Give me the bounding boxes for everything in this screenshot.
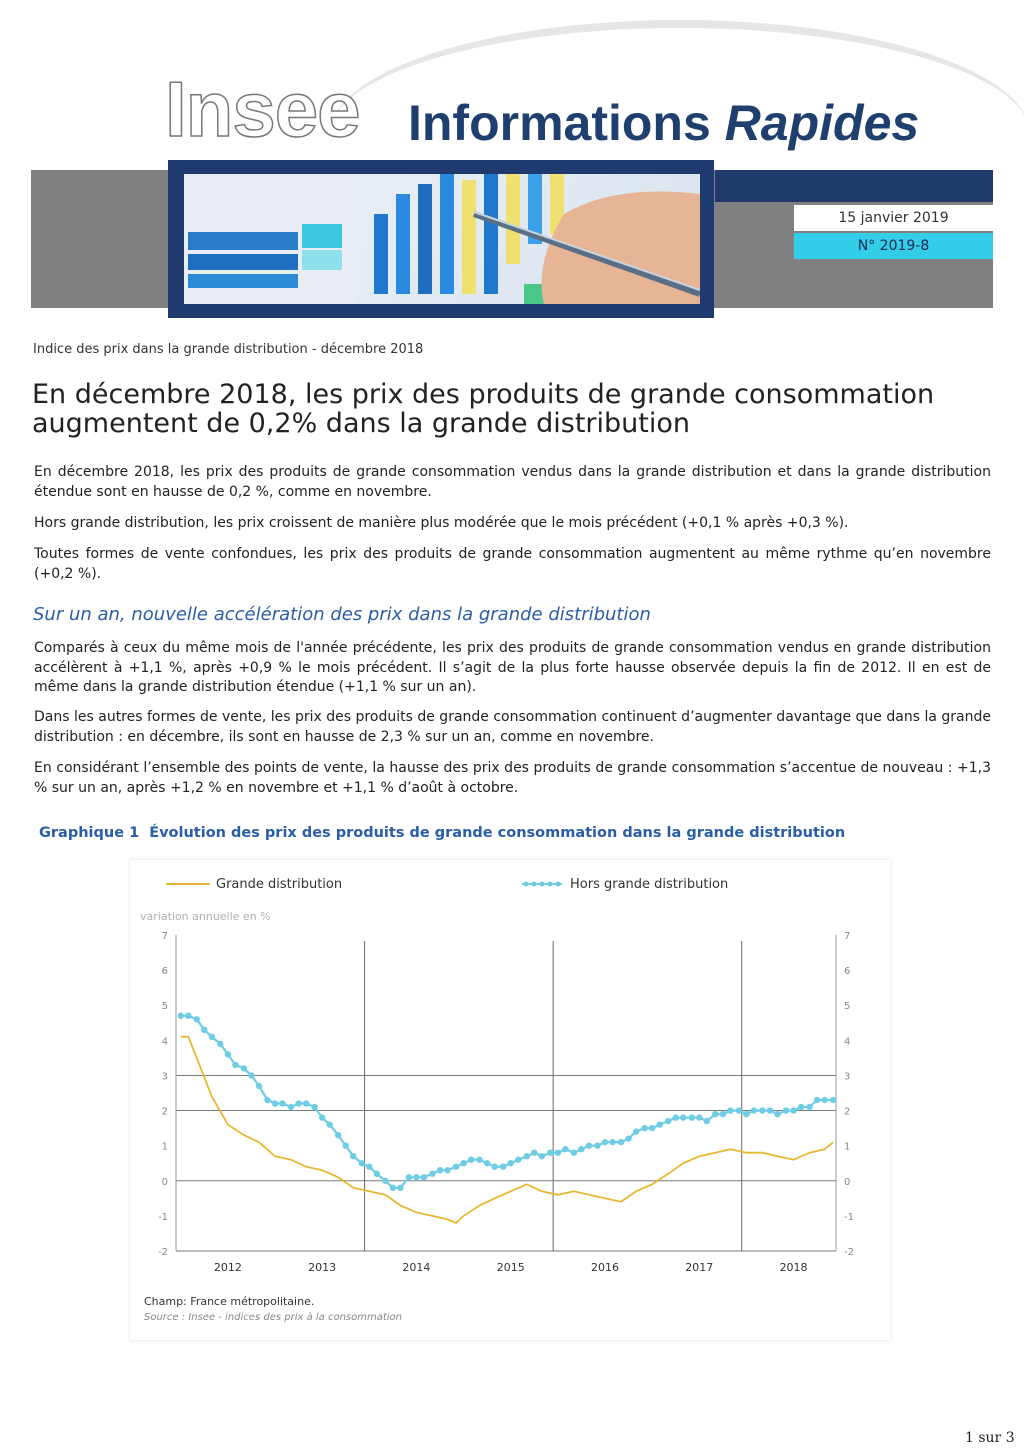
data-point-hors-grande-distribution	[374, 1171, 380, 1177]
data-point-hors-grande-distribution	[531, 1149, 537, 1155]
data-point-hors-grande-distribution	[767, 1107, 773, 1113]
data-point-hors-grande-distribution	[759, 1107, 765, 1113]
data-point-hors-grande-distribution	[609, 1139, 615, 1145]
data-point-hors-grande-distribution	[696, 1114, 702, 1120]
y-tick-label-left: 7	[161, 931, 168, 942]
data-point-hors-grande-distribution	[248, 1072, 254, 1078]
data-point-hors-grande-distribution	[413, 1174, 419, 1180]
data-point-hors-grande-distribution	[460, 1160, 466, 1166]
data-point-hors-grande-distribution	[712, 1111, 718, 1117]
chart-caption-title: Évolution des prix des produits de grande consommation dans la grande distribution	[149, 825, 846, 841]
data-point-hors-grande-distribution	[444, 1167, 450, 1173]
data-point-hors-grande-distribution	[783, 1107, 789, 1113]
legend-marker-hors-grande-distribution	[556, 882, 561, 887]
data-point-hors-grande-distribution	[264, 1097, 270, 1103]
page-number: 1 sur 3	[965, 1430, 1015, 1446]
y-tick-label-left: 4	[161, 1036, 168, 1048]
data-point-hors-grande-distribution	[335, 1132, 341, 1138]
chart-caption-number: Graphique 1	[39, 825, 140, 841]
data-point-hors-grande-distribution	[547, 1149, 553, 1155]
series-label: Indice des prix dans la grande distribution - décembre 2018	[33, 342, 424, 357]
headline: En décembre 2018, les prix des produits de grande consommation augmentent de 0,2% dans la grande distribution	[32, 379, 935, 439]
legend-label-grande-distribution: Grande distribution	[216, 877, 343, 892]
y-tick-label-left: 5	[161, 1001, 168, 1013]
data-point-hors-grande-distribution	[421, 1174, 427, 1180]
y-tick-label-right: 6	[844, 966, 851, 978]
legend-marker-hors-grande-distribution	[532, 882, 537, 887]
data-point-hors-grande-distribution	[806, 1104, 812, 1110]
chart-container	[130, 860, 890, 1340]
data-point-hors-grande-distribution	[673, 1114, 679, 1120]
data-point-hors-grande-distribution	[225, 1051, 231, 1057]
data-point-hors-grande-distribution	[437, 1167, 443, 1173]
data-point-hors-grande-distribution	[578, 1146, 584, 1152]
data-point-hors-grande-distribution	[406, 1174, 412, 1180]
data-point-hors-grande-distribution	[743, 1111, 749, 1117]
data-point-hors-grande-distribution	[656, 1121, 662, 1127]
data-point-hors-grande-distribution	[272, 1100, 278, 1106]
data-point-hors-grande-distribution	[515, 1157, 521, 1163]
line-chart	[130, 860, 890, 1340]
section-paragraph-2: Dans les autres formes de vente, les prix des produits de grande consommation continuent d’augmenter davantage que dans la grande distribution : en décembre, ils sont en hausse de 2,3 % sur un an, comme en novembre.	[34, 709, 991, 745]
chart-source: Source : Insee - indices des prix à la consommation	[144, 1312, 403, 1323]
data-point-hors-grande-distribution	[680, 1114, 686, 1120]
y-axis-label: variation annuelle en %	[140, 910, 271, 923]
publication-title-main: Informations	[408, 95, 711, 151]
data-point-hors-grande-distribution	[241, 1065, 247, 1071]
data-point-hors-grande-distribution	[382, 1178, 388, 1184]
header-photo	[184, 174, 700, 304]
data-point-hors-grande-distribution	[562, 1146, 568, 1152]
data-point-hors-grande-distribution	[343, 1142, 349, 1148]
y-tick-label-right: 0	[844, 1176, 851, 1188]
chart-note: Champ: France métropolitaine.	[144, 1295, 315, 1308]
x-tick-label-2013: 2013	[308, 1261, 337, 1274]
y-tick-label-left: -1	[158, 1211, 168, 1223]
y-tick-label-left: 0	[161, 1176, 168, 1188]
intro-paragraph-2: Hors grande distribution, les prix croissent de manière plus modérée que le mois précédent (+0,1 % après +0,3 %).	[34, 515, 849, 531]
header-photo-illustration	[184, 174, 700, 304]
header-photo-frame	[168, 160, 714, 318]
data-point-hors-grande-distribution	[830, 1097, 836, 1103]
series-line-hors-grande-distribution	[181, 1016, 834, 1188]
data-point-hors-grande-distribution	[491, 1164, 497, 1170]
data-point-hors-grande-distribution	[814, 1097, 820, 1103]
data-point-hors-grande-distribution	[295, 1100, 301, 1106]
x-tick-label-2018: 2018	[779, 1261, 808, 1274]
y-tick-label-right: 7	[844, 931, 851, 942]
data-point-hors-grande-distribution	[453, 1164, 459, 1170]
data-point-hors-grande-distribution	[194, 1016, 200, 1022]
data-point-hors-grande-distribution	[500, 1164, 506, 1170]
data-point-hors-grande-distribution	[366, 1164, 372, 1170]
x-tick-label-2017: 2017	[685, 1261, 714, 1274]
legend-label-hors-grande-distribution: Hors grande distribution	[570, 877, 729, 892]
data-point-hors-grande-distribution	[727, 1107, 733, 1113]
data-point-hors-grande-distribution	[311, 1104, 317, 1110]
data-point-hors-grande-distribution	[524, 1153, 530, 1159]
data-point-hors-grande-distribution	[736, 1107, 742, 1113]
data-point-hors-grande-distribution	[649, 1125, 655, 1131]
header-navy-band	[715, 170, 993, 202]
section-paragraph-3: En considérant l’ensemble des points de vente, la hausse des prix des produits de grande consommation s’accentue de nouveau : +1,3 % sur un an, après +1,2 % en novembre et +1,1 % d’août à octobre.	[34, 760, 991, 796]
data-point-hors-grande-distribution	[821, 1097, 827, 1103]
legend-marker-hors-grande-distribution	[524, 882, 529, 887]
x-tick-label-2014: 2014	[402, 1261, 431, 1274]
data-point-hors-grande-distribution	[586, 1142, 592, 1148]
data-point-hors-grande-distribution	[476, 1157, 482, 1163]
y-tick-label-right: -1	[844, 1211, 854, 1223]
data-point-hors-grande-distribution	[774, 1111, 780, 1117]
y-tick-label-right: 2	[844, 1106, 851, 1118]
data-point-hors-grande-distribution	[319, 1114, 325, 1120]
y-tick-label-left: 1	[161, 1141, 168, 1153]
data-point-hors-grande-distribution	[633, 1128, 639, 1134]
data-point-hors-grande-distribution	[201, 1027, 207, 1033]
y-tick-label-left: 6	[161, 966, 168, 978]
y-tick-label-left: 2	[161, 1106, 168, 1118]
y-tick-label-right: 1	[844, 1141, 851, 1153]
data-point-hors-grande-distribution	[288, 1104, 294, 1110]
y-tick-label-left: 3	[161, 1071, 168, 1083]
data-point-hors-grande-distribution	[539, 1153, 545, 1159]
x-tick-label-2016: 2016	[591, 1261, 619, 1274]
data-point-hors-grande-distribution	[209, 1034, 215, 1040]
data-point-hors-grande-distribution	[798, 1104, 804, 1110]
data-point-hors-grande-distribution	[303, 1100, 309, 1106]
data-point-hors-grande-distribution	[665, 1118, 671, 1124]
data-point-hors-grande-distribution	[279, 1100, 285, 1106]
publication-title	[408, 95, 920, 151]
data-point-hors-grande-distribution	[689, 1114, 695, 1120]
series-line-grande-distribution	[181, 1037, 834, 1223]
data-point-hors-grande-distribution	[508, 1160, 514, 1166]
data-point-hors-grande-distribution	[185, 1013, 191, 1019]
intro-paragraph-1: En décembre 2018, les prix des produits de grande consommation vendus dans la grande distribution et dans la grande distribution étendue sont en hausse de 0,2 %, comme en novembre.	[34, 464, 991, 500]
data-point-hors-grande-distribution	[178, 1013, 184, 1019]
y-tick-label-right: 4	[844, 1036, 851, 1048]
y-tick-label-left: -2	[158, 1247, 168, 1258]
data-point-hors-grande-distribution	[397, 1185, 403, 1191]
data-point-hors-grande-distribution	[256, 1083, 262, 1089]
data-point-hors-grande-distribution	[704, 1118, 710, 1124]
data-point-hors-grande-distribution	[555, 1149, 561, 1155]
data-point-hors-grande-distribution	[350, 1153, 356, 1159]
data-point-hors-grande-distribution	[602, 1139, 608, 1145]
data-point-hors-grande-distribution	[790, 1107, 796, 1113]
publication-title-italic: Rapides	[724, 95, 920, 151]
data-point-hors-grande-distribution	[359, 1160, 365, 1166]
data-point-hors-grande-distribution	[484, 1160, 490, 1166]
publication-date: 15 janvier 2019	[794, 205, 993, 231]
x-tick-label-2015: 2015	[496, 1261, 525, 1274]
data-point-hors-grande-distribution	[594, 1142, 600, 1148]
y-tick-label-right: 3	[844, 1071, 851, 1083]
data-point-hors-grande-distribution	[217, 1041, 223, 1047]
data-point-hors-grande-distribution	[751, 1107, 757, 1113]
data-point-hors-grande-distribution	[468, 1157, 474, 1163]
legend-marker-hors-grande-distribution	[540, 882, 545, 887]
data-point-hors-grande-distribution	[618, 1139, 624, 1145]
section-paragraph-1: Comparés à ceux du même mois de l'année précédente, les prix des produits de grande consommation vendus en grande distribution accélèrent à +1,1 %, après +0,9 % le mois précédent. Il s’agit de la plus forte hausse observée depuis la fin de 2012. Il en est de même dans la grande distribution étendue (+1,1 % sur un an).	[34, 640, 991, 695]
chart-caption	[39, 825, 855, 841]
data-point-hors-grande-distribution	[232, 1062, 238, 1068]
data-point-hors-grande-distribution	[390, 1185, 396, 1191]
data-point-hors-grande-distribution	[326, 1121, 332, 1127]
data-point-hors-grande-distribution	[720, 1111, 726, 1117]
section-heading: Sur un an, nouvelle accélération des prix dans la grande distribution	[33, 604, 651, 625]
insee-logo: Insee	[165, 65, 360, 153]
data-point-hors-grande-distribution	[625, 1135, 631, 1141]
data-point-hors-grande-distribution	[429, 1171, 435, 1177]
intro-paragraph-3: Toutes formes de vente confondues, les prix des produits de grande consommation augmentent au même rythme qu’en novembre (+0,2 %).	[34, 546, 991, 582]
data-point-hors-grande-distribution	[641, 1125, 647, 1131]
data-point-hors-grande-distribution	[571, 1149, 577, 1155]
legend-marker-hors-grande-distribution	[548, 882, 553, 887]
issue-number: N° 2019-8	[794, 233, 993, 259]
y-tick-label-right: -2	[844, 1247, 854, 1258]
y-tick-label-right: 5	[844, 1001, 851, 1013]
x-tick-label-2012: 2012	[213, 1261, 242, 1274]
